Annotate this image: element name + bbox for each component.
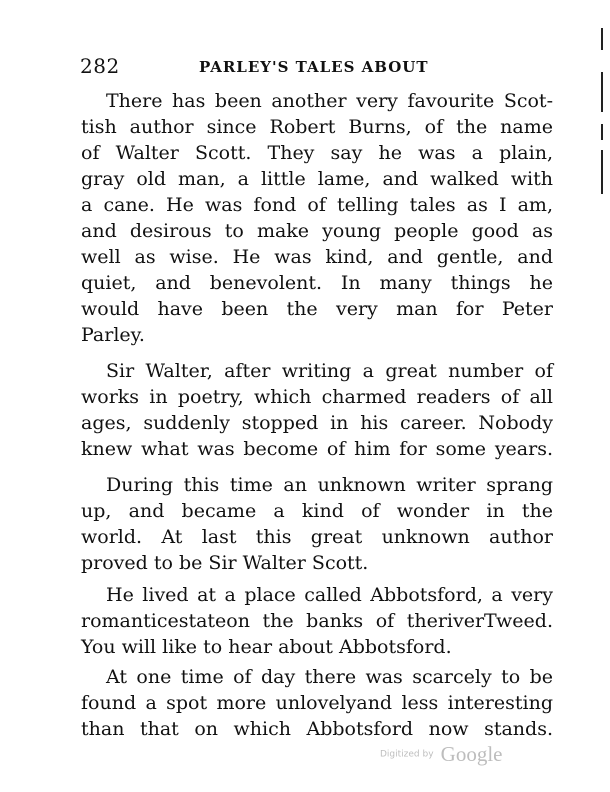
text-line: He lived at a place called Abbotsford, a very xyxy=(106,584,553,606)
text-line: works in poetry, which charmed readers of all xyxy=(81,386,553,408)
text-line: and desirous to make young people good as xyxy=(81,220,553,242)
text-line: During this time an unknown writer sprang xyxy=(106,474,553,496)
text-line: well as wise. He was kind, and gentle, and xyxy=(81,246,553,268)
text-line: There has been another very favourite Scot- xyxy=(106,90,553,112)
text-line: quiet, and benevolent. In many things he xyxy=(81,272,553,294)
text-line: than that on which Abbotsford now stands. xyxy=(81,718,553,740)
page-edge-mark xyxy=(601,124,603,140)
running-head: PARLEY'S TALES ABOUT xyxy=(199,58,429,76)
page-edge-mark xyxy=(601,72,603,112)
text-line: up, and became a kind of wonder in the xyxy=(81,500,553,522)
text-line: romanticestateon the banks of theriverTweed. xyxy=(81,610,553,632)
page-edge-mark xyxy=(601,28,603,50)
text-line: knew what was become of him for some years. xyxy=(81,438,553,460)
watermark-prefix: Digitized by xyxy=(380,749,434,760)
text-line: ages, suddenly stopped in his career. Nobody xyxy=(81,412,553,434)
text-line: gray old man, a little lame, and walked with xyxy=(81,168,553,190)
text-line: Sir Walter, after writing a great number of xyxy=(106,360,553,382)
text-line: proved to be Sir Walter Scott. xyxy=(81,552,369,574)
text-line: tish author since Robert Burns, of the name xyxy=(81,116,553,138)
text-line: At one time of day there was scarcely to be xyxy=(106,666,553,688)
page-edge-mark xyxy=(601,150,603,194)
digitized-watermark xyxy=(380,742,502,767)
text-line: found a spot more unlovelyand less interesting xyxy=(81,692,553,714)
page-number: 282 xyxy=(80,54,120,78)
text-line: would have been the very man for Peter xyxy=(81,298,553,320)
watermark-brand: Google xyxy=(440,742,503,766)
text-line: a cane. He was fond of telling tales as I am, xyxy=(81,194,553,216)
text-line: You will like to hear about Abbotsford. xyxy=(81,636,452,658)
text-line: world. At last this great unknown author xyxy=(81,526,553,548)
text-line: of Walter Scott. They say he was a plain, xyxy=(81,142,553,164)
text-line: Parley. xyxy=(81,324,145,346)
